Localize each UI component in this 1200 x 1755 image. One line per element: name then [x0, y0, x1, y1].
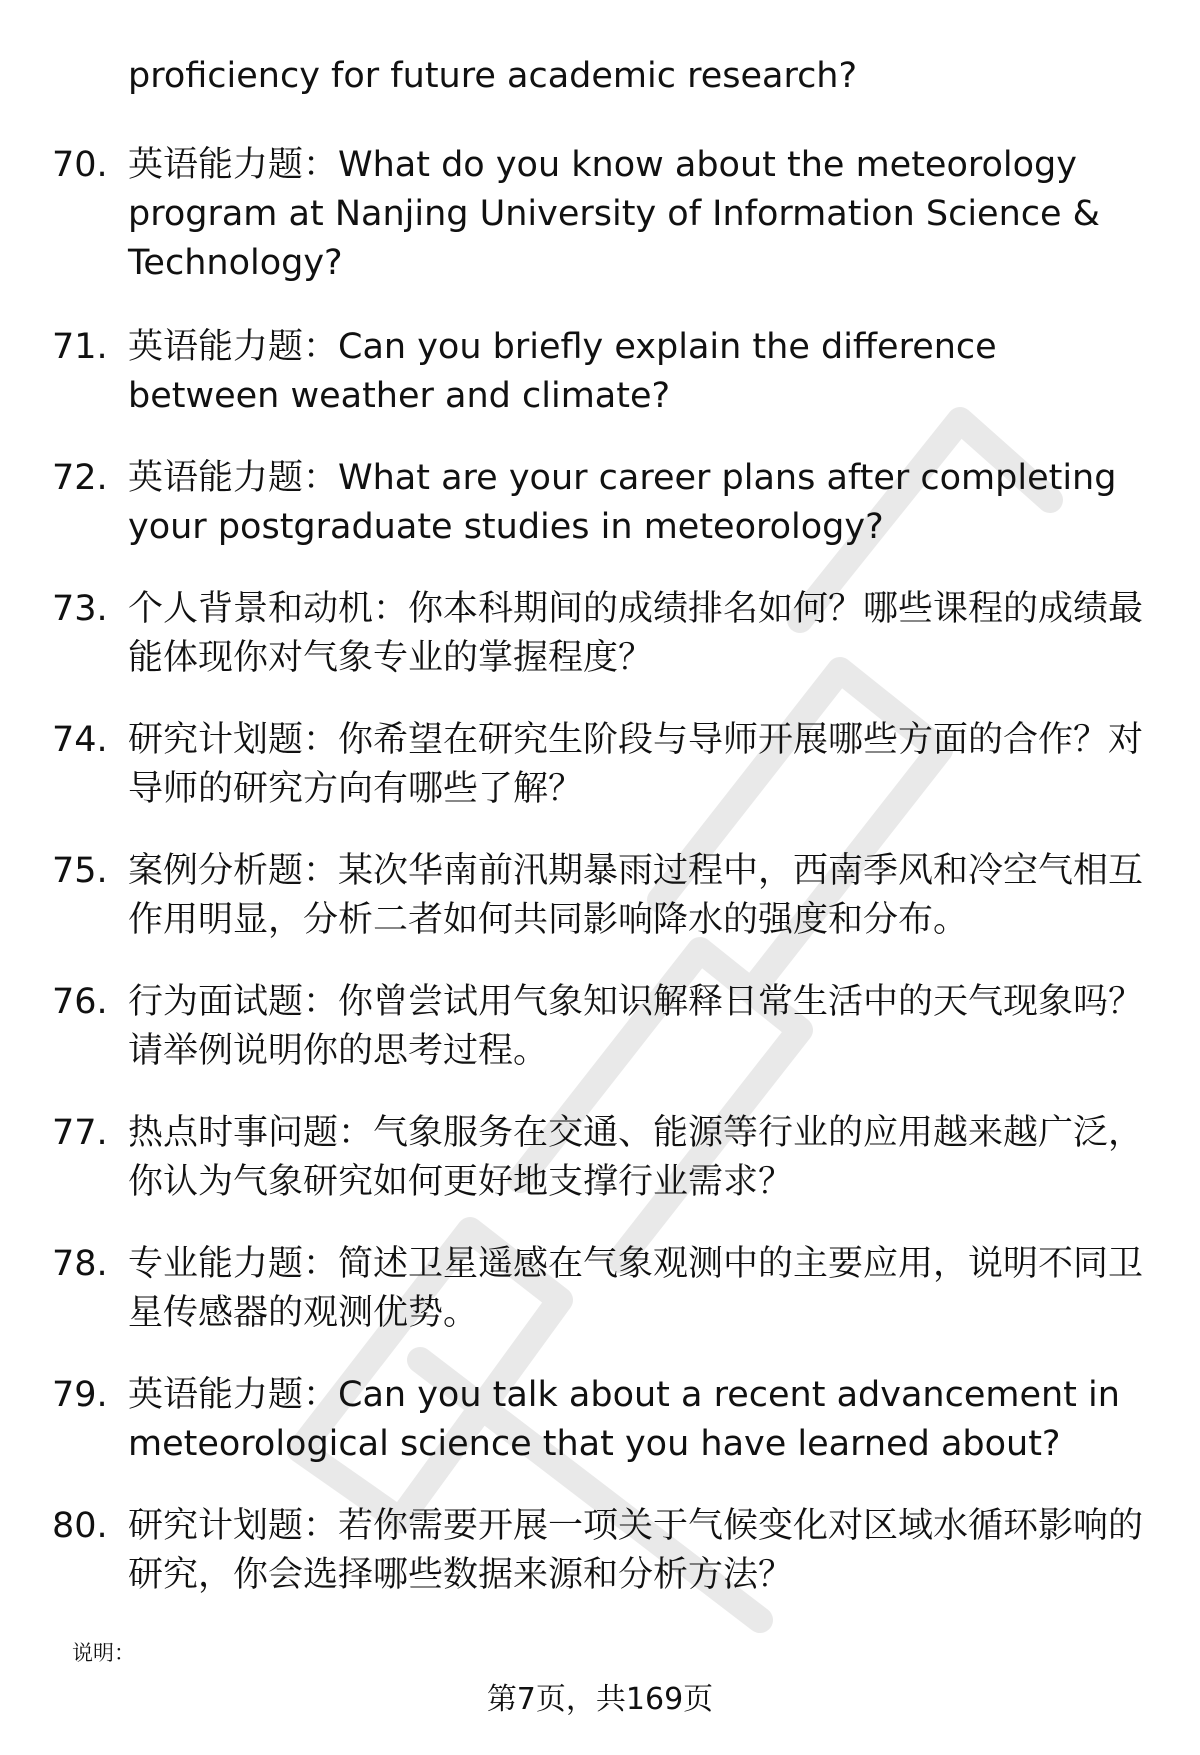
question-text: 行为面试题：你曾尝试用气象知识解释日常生活中的天气现象吗？请举例说明你的思考过程。 — [128, 982, 1144, 1071]
question-number: 74. — [52, 720, 108, 760]
question-item — [52, 847, 1150, 945]
question-text: 英语能力题：Can you talk about a recent advancement in meteorological science that you have learned about? — [128, 1375, 1120, 1464]
question-number: 78. — [52, 1244, 108, 1284]
question-text: 研究计划题：你希望在研究生阶段与导师开展哪些方面的合作？对导师的研究方向有哪些了解？ — [128, 720, 1144, 809]
question-text: 案例分析题：某次华南前汛期暴雨过程中，西南季风和冷空气相互作用明显，分析二者如何共同影响降水的强度和分布。 — [128, 851, 1144, 940]
question-number: 75. — [52, 851, 108, 891]
question-text: 热点时事问题：气象服务在交通、能源等行业的应用越来越广泛，你认为气象研究如何更好地支撑行业需求？ — [128, 1113, 1144, 1202]
question-item — [52, 1109, 1150, 1207]
note-label: 说明： — [72, 1641, 135, 1665]
question-item — [52, 1371, 1150, 1469]
question-text: 英语能力题：What are your career plans after completing your postgraduate studies in meteorology? — [128, 458, 1117, 547]
question-text: 专业能力题：简述卫星遥感在气象观测中的主要应用，说明不同卫星传感器的观测优势。 — [128, 1244, 1144, 1333]
question-number: 80. — [52, 1506, 108, 1546]
question-item — [52, 1240, 1150, 1338]
question-number: 76. — [52, 982, 108, 1022]
question-item — [52, 323, 1150, 421]
question-text: 研究计划题：若你需要开展一项关于气候变化对区域水循环影响的研究，你会选择哪些数据来源和分析方法？ — [128, 1506, 1144, 1595]
continuation-text: proficiency for future academic research? — [128, 56, 858, 96]
question-number: 73. — [52, 589, 108, 629]
question-number: 72. — [52, 458, 108, 498]
question-item — [52, 141, 1150, 288]
question-number: 77. — [52, 1113, 108, 1153]
question-item — [52, 454, 1150, 552]
question-item — [52, 1502, 1150, 1600]
question-text: 个人背景和动机：你本科期间的成绩排名如何？哪些课程的成绩最能体现你对气象专业的掌握程度？ — [128, 589, 1144, 678]
question-item — [52, 978, 1150, 1076]
question-number: 71. — [52, 327, 108, 367]
question-item — [52, 716, 1150, 814]
question-text: 英语能力题：What do you know about the meteorology program at Nanjing University of Information Science & Technology? — [128, 145, 1100, 283]
question-item — [52, 585, 1150, 683]
question-number: 79. — [52, 1375, 108, 1415]
question-text: 英语能力题：Can you briefly explain the difference between weather and climate? — [128, 327, 997, 416]
page-footer: 第7页，共169页 — [486, 1682, 714, 1717]
question-number: 70. — [52, 145, 108, 185]
